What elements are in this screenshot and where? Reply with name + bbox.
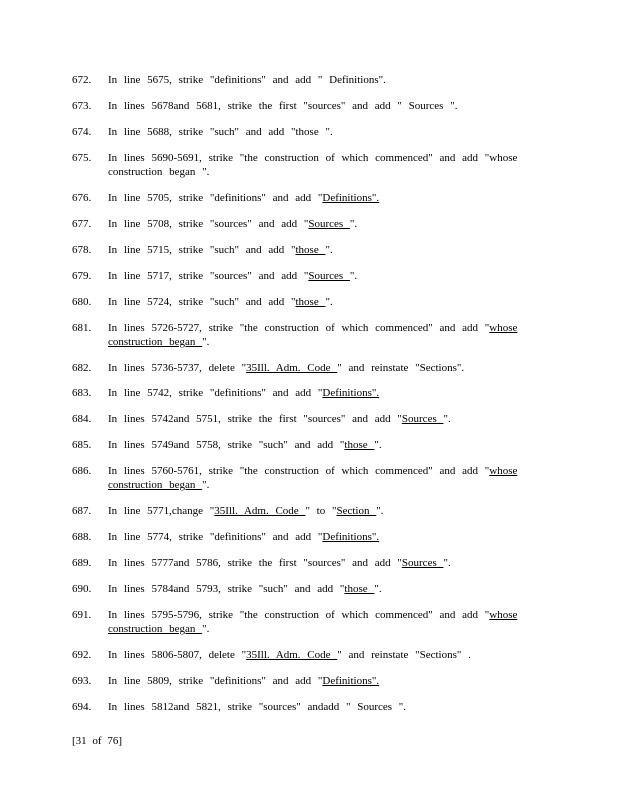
underlined-insertion: whose	[489, 322, 518, 334]
item-text	[108, 125, 518, 139]
text-run: In line 5675, strike "definitions" and add " Definitions".	[108, 74, 386, 86]
text-run: In lines 5678and 5681, strike the first "sources" and add " Sources ".	[108, 100, 458, 112]
text-run: ".	[325, 244, 333, 256]
item-line	[108, 438, 518, 452]
item-text	[108, 269, 518, 283]
text-run: In lines 5806-5807, delete "	[108, 649, 247, 661]
text-run: In lines 5784and 5793, strike "such" and add "	[108, 583, 345, 595]
item-line	[108, 648, 518, 662]
text-run: In line 5708, strike "sources" and add "	[108, 218, 309, 230]
text-run: " to "	[305, 505, 337, 517]
item-number: 673.	[72, 100, 92, 112]
underlined-insertion: construction began	[108, 479, 203, 491]
underlined-insertion: construction began	[108, 336, 203, 348]
item-continuation-line	[108, 165, 518, 179]
item-line	[108, 151, 518, 165]
item-number: 688.	[72, 531, 92, 543]
text-run: In line 5724, strike "such" and add "	[108, 296, 296, 308]
item-number: 684.	[72, 413, 92, 425]
underlined-insertion: 35Ill. Adm. Code	[246, 649, 338, 661]
text-run: In line 5717, strike "sources" and add "	[108, 270, 309, 282]
item-line	[108, 464, 518, 478]
item-text	[108, 674, 518, 688]
item-text	[108, 464, 518, 492]
item-text	[108, 191, 518, 205]
underlined-insertion: Definitions".	[322, 387, 380, 399]
underlined-insertion: whose	[489, 465, 518, 477]
item-line	[108, 191, 518, 205]
text-run: In lines 5726-5727, strike "the construction of which commenced" and add "	[108, 322, 490, 334]
item-number: 685.	[72, 439, 92, 451]
text-run: In lines 5742and 5751, strike the first "sources" and add "	[108, 413, 402, 425]
page-footer: [31 of 76]	[72, 735, 122, 747]
text-run: ".	[202, 336, 210, 348]
underlined-insertion: whose	[489, 609, 518, 621]
item-line	[108, 412, 518, 426]
item-text	[108, 217, 518, 231]
item-number: 693.	[72, 675, 92, 687]
underlined-insertion: Sources	[401, 413, 444, 425]
text-run: ".	[349, 218, 358, 230]
item-text	[108, 700, 518, 714]
item-line	[108, 269, 518, 283]
text-run: " and reinstate "Sections" .	[337, 649, 471, 661]
text-run: In line 5688, strike "such" and add "those ".	[108, 126, 333, 138]
underlined-insertion: Sources	[401, 557, 444, 569]
item-text	[108, 582, 518, 596]
text-run: In lines 5690-5691, strike "the construction of which commenced" and add "whose	[108, 152, 518, 164]
text-run: In lines 5795-5796, strike "the construction of which commenced" and add "	[108, 609, 490, 621]
item-text	[108, 556, 518, 570]
item-number: 678.	[72, 244, 92, 256]
underlined-insertion: 35Ill. Adm. Code	[214, 505, 306, 517]
text-run: construction began ".	[108, 166, 210, 178]
text-run: ".	[349, 270, 358, 282]
item-text	[108, 608, 518, 636]
item-number: 676.	[72, 192, 92, 204]
item-text	[108, 648, 518, 662]
text-run: " and reinstate "Sections".	[337, 362, 465, 374]
underlined-insertion: Definitions".	[322, 192, 380, 204]
underlined-insertion: 35Ill. Adm. Code	[246, 362, 338, 374]
item-number: 679.	[72, 270, 92, 282]
text-run: In line 5705, strike "definitions" and add "	[108, 192, 323, 204]
item-line	[108, 504, 518, 518]
item-number: 692.	[72, 649, 92, 661]
item-continuation-line	[108, 478, 518, 492]
item-line	[108, 295, 518, 309]
item-text	[108, 151, 518, 179]
text-run: In line 5774, strike "definitions" and add "	[108, 531, 323, 543]
item-number: 683.	[72, 387, 92, 399]
text-run: In line 5809, strike "definitions" and add "	[108, 675, 323, 687]
item-number: 686.	[72, 465, 92, 477]
item-text	[108, 504, 518, 518]
underlined-insertion: Sources	[308, 218, 350, 230]
text-run: In lines 5760-5761, strike "the construction of which commenced" and add "	[108, 465, 490, 477]
underlined-insertion: those	[295, 244, 326, 256]
item-line	[108, 243, 518, 257]
item-line	[108, 386, 518, 400]
text-run: ".	[325, 296, 333, 308]
item-text	[108, 321, 518, 349]
underlined-insertion: those	[344, 439, 375, 451]
text-run: In lines 5812and 5821, strike "sources" andadd " Sources ".	[108, 701, 407, 713]
item-line	[108, 700, 518, 714]
item-number: 675.	[72, 152, 92, 164]
text-run: ".	[374, 439, 382, 451]
underlined-insertion: Definitions".	[322, 675, 380, 687]
underlined-insertion: Definitions".	[322, 531, 380, 543]
item-number: 687.	[72, 505, 92, 517]
underlined-insertion: those	[344, 583, 375, 595]
underlined-insertion: Sources	[308, 270, 350, 282]
item-line	[108, 321, 518, 335]
item-text	[108, 412, 518, 426]
underlined-insertion: construction began	[108, 623, 203, 635]
underlined-insertion: those	[295, 296, 326, 308]
text-run: In line 5742, strike "definitions" and add "	[108, 387, 323, 399]
item-line	[108, 125, 518, 139]
item-line	[108, 73, 518, 87]
item-number: 682.	[72, 362, 92, 374]
item-number: 674.	[72, 126, 92, 138]
item-text	[108, 530, 518, 544]
item-line	[108, 608, 518, 622]
item-continuation-line	[108, 335, 518, 349]
item-text	[108, 386, 518, 400]
item-text	[108, 99, 518, 113]
item-line	[108, 99, 518, 113]
text-run: In lines 5777and 5786, strike the first "sources" and add "	[108, 557, 402, 569]
item-number: 689.	[72, 557, 92, 569]
text-run: ".	[443, 557, 451, 569]
item-text	[108, 438, 518, 452]
item-line	[108, 217, 518, 231]
item-line	[108, 530, 518, 544]
item-number: 691.	[72, 609, 92, 621]
item-number: 672.	[72, 74, 92, 86]
item-line	[108, 674, 518, 688]
text-run: In lines 5736-5737, delete "	[108, 362, 247, 374]
item-number: 694.	[72, 701, 92, 713]
text-run: ".	[202, 479, 210, 491]
text-run: ".	[374, 583, 382, 595]
item-text	[108, 243, 518, 257]
item-text	[108, 295, 518, 309]
text-run: ".	[202, 623, 210, 635]
text-run: ".	[443, 413, 451, 425]
item-text	[108, 361, 518, 375]
item-text	[108, 73, 518, 87]
item-number: 677.	[72, 218, 92, 230]
item-number: 680.	[72, 296, 92, 308]
underlined-insertion: Section	[336, 505, 377, 517]
item-number: 690.	[72, 583, 92, 595]
item-line	[108, 582, 518, 596]
text-run: In line 5715, strike "such" and add "	[108, 244, 296, 256]
text-run: In lines 5749and 5758, strike "such" and add "	[108, 439, 345, 451]
text-run: In line 5771,change "	[108, 505, 215, 517]
item-number: 681.	[72, 322, 92, 334]
text-run: ".	[376, 505, 384, 517]
item-line	[108, 361, 518, 375]
item-continuation-line	[108, 622, 518, 636]
item-line	[108, 556, 518, 570]
